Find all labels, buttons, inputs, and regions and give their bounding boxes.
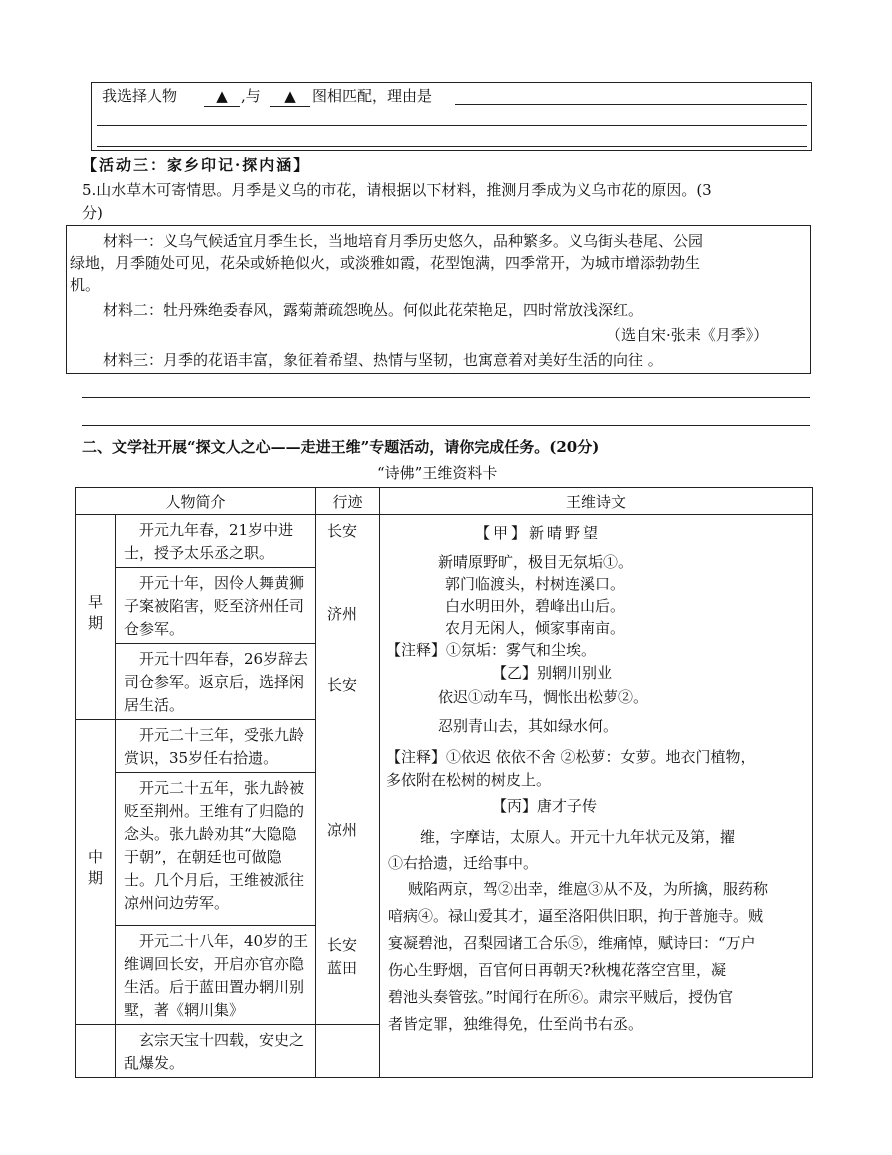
- material1-line2: 绿地，月季随处可见，花朵或娇艳似火，或淡雅如霞，花型饱满，四季常开，为城市增添勃勃生: [70, 254, 701, 272]
- poem-jia-line-1: 新晴原野旷，极目无氛垢①。: [438, 553, 634, 571]
- answer-blank-1[interactable]: ▲: [204, 86, 240, 107]
- card-title: “诗佛”王维资料卡: [377, 464, 498, 482]
- material2: 材料二：牡丹殊绝委春风，露菊萧疏怨晚丛。何似此花荣艳足，四时常放浅深红。: [103, 301, 644, 319]
- era-early: 早期: [86, 594, 104, 636]
- answer-line-3[interactable]: [97, 146, 807, 147]
- era-mid: 中期: [86, 849, 104, 891]
- place-4: 凉州: [327, 821, 358, 839]
- poem-jia-line-2: 郭门临渡头，村树连溪口。: [445, 575, 626, 593]
- intro-6: 开元二十八年，40岁的王维调回长安，开启亦官亦隐生活。后于蓝田置办辋川别墅，著《辋川集》: [124, 932, 309, 1019]
- material1-line3: 机。: [70, 276, 101, 294]
- intro-1: 开元九年春，21岁中进士，授予太乐丞之职。: [124, 521, 294, 562]
- answer-line-5[interactable]: [82, 425, 810, 426]
- wangwei-info-card: [75, 487, 813, 1078]
- prose-line-1: 维，字摩诘，太原人。开元十九年状元及第，擢: [420, 828, 736, 846]
- prose-line-2: ①右拾遗，迁给事中。: [388, 854, 539, 872]
- poems-column: [380, 515, 813, 1078]
- answer-line-4[interactable]: [82, 397, 810, 398]
- prose-line-8: 者皆定罪，独维得免，仕至尚书右丞。: [388, 1015, 644, 1033]
- poem-jia-line-4: 农月无闲人，倾家事南亩。: [445, 619, 626, 637]
- header-places: 行迹: [316, 488, 380, 515]
- place-5: 长安: [327, 936, 358, 954]
- places-column: [316, 515, 380, 1025]
- question5-line2: 分): [82, 204, 103, 222]
- intro-5: 开元二十五年，张九龄被贬至荆州。王维有了归隐的念头。张九龄劝其“大隐隐于朝”，在朝廷也可做隐士。几个月后，王维被派往凉州问边劳军。: [124, 779, 305, 912]
- poem-yi-line-1: 依迟①动车马，惆怅出松萝②。: [438, 688, 649, 706]
- era-late-cell: [76, 1025, 116, 1078]
- poem-jia-line-3: 白水明田外，碧峰出山后。: [445, 597, 626, 615]
- activity3-heading: 【活动三：家乡印记·探内涵】: [82, 156, 311, 174]
- poem-jia-note: 【注释】①氛垢：雾气和尘埃。: [386, 641, 597, 659]
- answer-line-1[interactable]: [455, 104, 807, 105]
- material2-source: （选自宋·张耒《月季》）: [606, 326, 769, 344]
- intro-4: 开元二十三年，受张九龄赏识，35岁任右拾遗。: [124, 726, 305, 767]
- prose-line-7: 碧池头奏管弦。”时闻行在所⑥。肃宗平贼后，授伪官: [388, 988, 734, 1006]
- prose-line-5: 宴凝碧池，召梨园诸工合乐⑤，维痛悼，赋诗曰：“万户: [388, 934, 756, 952]
- material3: 材料三：月季的花语丰富，象征着希望、热情与坚韧，也寓意着对美好生活的向往 。: [103, 351, 663, 369]
- poem-yi-line-2: 忍别青山去，其如绿水何。: [438, 717, 619, 735]
- answer-mid-text: ,与: [241, 87, 261, 105]
- poem-yi-note-1: 【注释】①依迟 依依不舍 ②松萝：女萝。地衣门植物，: [386, 748, 756, 766]
- header-intro: 人物简介: [76, 488, 316, 515]
- era-early-cell: [76, 515, 116, 720]
- place-2: 济州: [327, 605, 358, 623]
- poem-jia-title: 【甲】新晴野望: [475, 524, 602, 542]
- intro-7: 玄宗天宝十四载，安史之乱爆发。: [124, 1031, 305, 1072]
- answer-blank-2[interactable]: ▲: [270, 86, 310, 107]
- poem-yi-title: 【乙】别辋川别业: [492, 664, 613, 682]
- answer-box: [91, 82, 812, 151]
- answer-line-2[interactable]: [97, 125, 807, 126]
- answer-suffix: 图相匹配，理由是: [312, 87, 433, 105]
- header-poems: 王维诗文: [380, 488, 813, 515]
- intro-3: 开元十四年春，26岁辞去司仓参军。返京后，选择闲居生活。: [124, 650, 309, 714]
- prose-line-4: 喑病④。禄山爱其才，逼至洛阳供旧职，拘于普施寺。贼: [388, 907, 764, 925]
- place-3: 长安: [327, 676, 358, 694]
- place-6: 蓝田: [327, 959, 358, 977]
- material1-line1: 材料一：义乌气候适宜月季生长，当地培育月季历史悠久，品种繁多。义乌街头巷尾、公园: [103, 232, 704, 250]
- prose-line-6: 伤心生野烟，百官何日再朝天?秋槐花落空宫里，凝: [388, 961, 727, 979]
- prose-line-3: 贼陷两京，驾②出幸，维扈③从不及，为所擒，服药称: [408, 880, 769, 898]
- intro-2: 开元十年，因伶人舞黄狮子案被陷害，贬至济州任司仓参军。: [124, 574, 305, 638]
- question5-line1: 5.山水草木可寄情思。月季是义乌的市花，请根据以下材料，推测月季成为义乌市花的原因。(3: [82, 181, 712, 199]
- place-1: 长安: [327, 522, 358, 540]
- poem-yi-note-2: 多依附在松树的树皮上。: [386, 771, 552, 789]
- section2-heading: 二、文学社开展“探文人之心——走进王维”专题活动，请你完成任务。(20分): [82, 438, 600, 456]
- places-empty-cell: [316, 1025, 380, 1078]
- prose-bing-title: 【丙】唐才子传: [492, 797, 598, 815]
- answer-prompt-prefix: 我选择人物: [102, 87, 178, 105]
- era-mid-cell: [76, 720, 116, 1025]
